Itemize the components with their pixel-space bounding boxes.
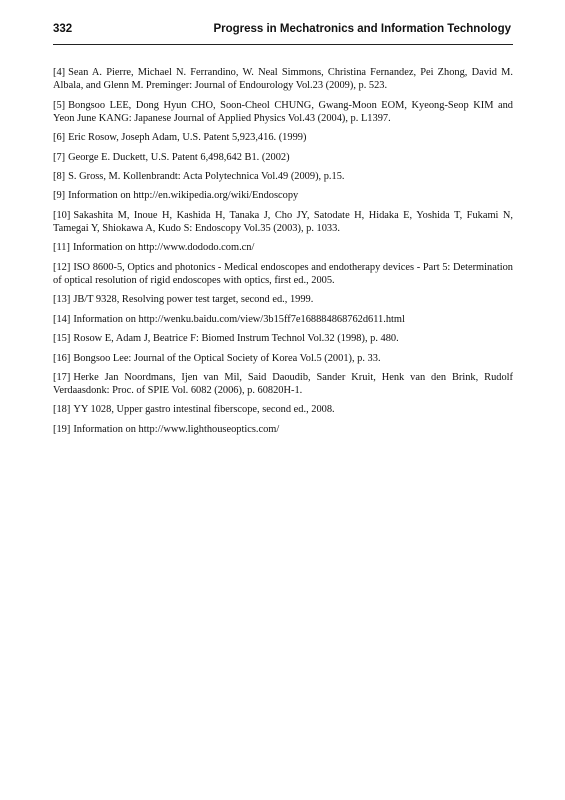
reference-item — [53, 189, 513, 202]
reference-text: Bongsoo LEE, Dong Hyun CHO, Soon-Cheol CHUNG, Gwang-Moon EOM, Kyeong-Seop KIM and Yeon June KANG: Japanese Journal of Applied Physics Vol.43 (2004), p. L1397. — [53, 99, 513, 124]
header-divider — [53, 44, 513, 45]
running-title: Progress in Mechatronics and Information Technology — [213, 23, 511, 35]
reference-text: Information on http://wenku.baidu.com/view/3b15ff7e168884868762d611.html — [73, 313, 405, 325]
reference-text: ISO 8600-5, Optics and photonics - Medical endoscopes and endotherapy devices - Part 5: Determination of optical resolution of rigid endoscopes with optics, first ed., 2005. — [53, 261, 513, 286]
reference-text: George E. Duckett, U.S. Patent 6,498,642 B1. (2002) — [68, 151, 290, 163]
reference-number: [5] — [53, 99, 66, 111]
reference-text: Eric Rosow, Joseph Adam, U.S. Patent 5,923,416. (1999) — [68, 132, 307, 144]
reference-number: [14] — [53, 313, 71, 325]
reference-item — [53, 403, 513, 416]
reference-text: Information on http://www.lighthouseoptics.com/ — [73, 423, 280, 435]
reference-number: [4] — [53, 67, 66, 78]
reference-number: [13] — [53, 294, 71, 306]
reference-text: Rosow E, Adam J, Beatrice F: Biomed Instrum Technol Vol.32 (1998), p. 480. — [73, 333, 399, 345]
reference-text: YY 1028, Upper gastro intestinal fiberscope, second ed., 2008. — [73, 404, 335, 416]
reference-number: [11] — [53, 242, 70, 254]
reference-item — [53, 66, 513, 92]
reference-item — [53, 131, 513, 144]
reference-text: Information on http://www.dododo.com.cn/ — [72, 242, 255, 254]
reference-item — [53, 293, 513, 306]
reference-number: [19] — [53, 423, 71, 435]
reference-item — [53, 209, 513, 235]
reference-item — [53, 151, 513, 164]
reference-text: S. Gross, M. Kollenbrandt: Acta Polytechnica Vol.49 (2009), p.15. — [68, 170, 345, 182]
reference-text: Sean A. Pierre, Michael N. Ferrandino, W. Neal Simmons, Christina Fernandez, Pei Zhong, David M. Albala, and Glenn M. Preminger: Journal of Endourology Vol.23 (2009), p. 523. — [53, 67, 513, 92]
reference-number: [9] — [53, 190, 66, 202]
page-header — [53, 20, 513, 42]
reference-text: Sakashita M, Inoue H, Kashida H, Tanaka J, Cho JY, Satodate H, Hidaka E, Yoshida T, Fukami N, Tamegai Y, Shiokawa A, Kudo S: Endoscopy Vol.35 (2003), p. 1033. — [53, 209, 513, 234]
reference-number: [8] — [53, 170, 66, 182]
reference-item — [53, 99, 513, 125]
reference-item — [53, 371, 513, 397]
reference-item — [53, 313, 513, 326]
reference-text: Bongsoo Lee: Journal of the Optical Society of Korea Vol.5 (2001), p. 33. — [73, 352, 381, 364]
reference-list — [53, 66, 513, 442]
reference-text: Information on http://en.wikipedia.org/wiki/Endoscopy — [68, 190, 299, 202]
reference-item — [53, 241, 513, 254]
reference-item — [53, 170, 513, 183]
reference-number: [16] — [53, 352, 71, 364]
reference-item — [53, 261, 513, 287]
reference-item — [53, 332, 513, 345]
reference-number: [12] — [53, 261, 71, 273]
reference-number: [18] — [53, 404, 71, 416]
reference-item — [53, 352, 513, 365]
reference-text: JB/T 9328, Resolving power test target, second ed., 1999. — [73, 294, 314, 306]
reference-item — [53, 423, 513, 436]
reference-number: [17] — [53, 371, 71, 383]
reference-number: [10] — [53, 209, 71, 221]
reference-number: [7] — [53, 151, 66, 163]
page-number: 332 — [53, 23, 73, 35]
reference-number: [15] — [53, 333, 71, 345]
reference-number: [6] — [53, 132, 66, 144]
reference-text: Herke Jan Noordmans, Ijen van Mil, Said Daoudib, Sander Kruit, Henk van den Brink, Rudolf Verdaasdonk: Proc. of SPIE Vol. 6082 (2006), p. 60820H-1. — [53, 371, 513, 397]
